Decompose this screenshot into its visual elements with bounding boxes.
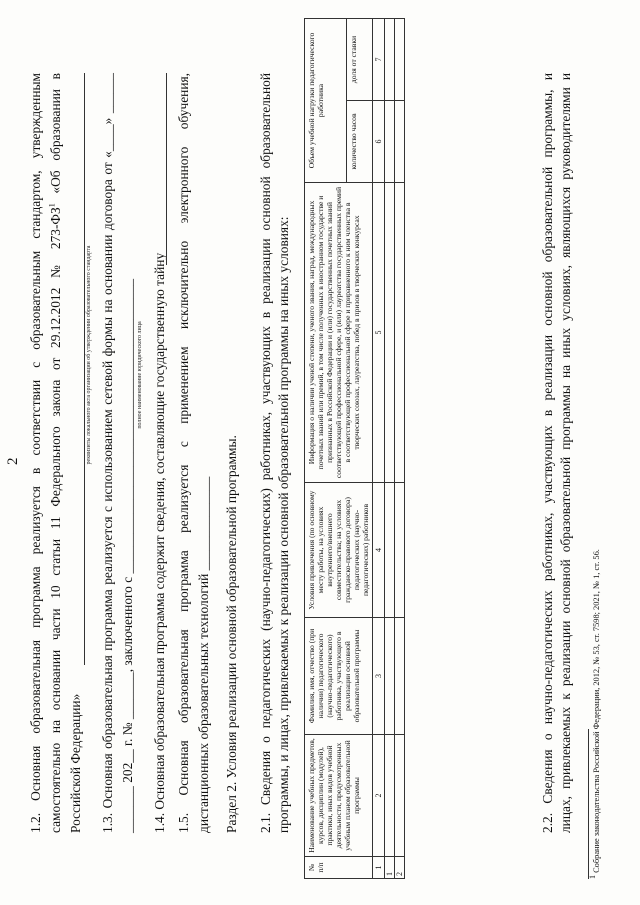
column-number: 6 — [373, 101, 385, 183]
blank-rule — [84, 73, 85, 665]
column-numbers-row — [373, 19, 385, 879]
header-teacher-name: Фамилия, имя, отчество (при наличии) педагогического (научно-педагогического) работника, участвующего в реализации основной образовательной программы — [305, 618, 373, 735]
paragraph-1-2-line-2 — [48, 73, 64, 833]
header-number: № п/п — [305, 857, 373, 879]
blank-rule-1-4 — [166, 73, 167, 265]
row-number: 1 — [385, 857, 395, 879]
cell-rate — [395, 19, 405, 101]
paragraph-1-2-line-1: 1.2. Основная образовательная программа реализуется в соответствии с образовательным стандартом, утвержденным — [28, 73, 43, 833]
paragraph-1-2-line-2-text: самостоятельно на основании части 10 статьи 11 Федерального закона от 29.12.2012 № 273-ФЗ — [48, 207, 63, 833]
cell-conditions — [385, 483, 395, 618]
column-number: 3 — [373, 618, 385, 735]
cell-info — [395, 183, 405, 483]
footnote-marker: 1 — [588, 875, 598, 879]
cell-subject — [385, 735, 395, 857]
paragraph-1-2-line-2-tail: «Об образовании в — [48, 73, 63, 204]
footnote-rule — [588, 729, 589, 879]
footnote-ref: 1 — [47, 203, 57, 208]
page-number: 2 — [5, 457, 21, 465]
column-number: 7 — [373, 19, 385, 101]
header-engagement-conditions: Условия привлечения (по основному месту работы, на условиях внутреннего/внешнего совместительства; на условиях гражданско-правового договора) педагогических (научно-педагогических) работников — [305, 483, 373, 618]
caption-legal-entity: полное наименование юридического лица — [137, 321, 143, 429]
header-hours: количество часов — [347, 101, 373, 183]
paragraph-1-5-line-2: дистанционных образовательных технологий ______________ — [196, 476, 211, 833]
paragraph-1-5-line-1: 1.5. Основная образовательная программа реализуется с применением исключительно электронного обучения, — [176, 73, 191, 833]
header-degrees-awards: Информация о наличии ученой степени, ученого звания, наград, международных почетных званий или премий, в том числе полученных в иностранном государстве и признанных в Российской Федерации и (или) государственных почетных званий соответствующей профессиональной сфере, и (или) лауреатства государственных премий в соответствующей профессиональной сфере и приравненного к ним членства в творческих союзах, лауреатства, побед в призов в творческих конкурсах — [305, 183, 373, 483]
paragraph-1-3-line-2: _______ 202__ г. № _______, заключенного с ____________________________________________ — [120, 278, 135, 833]
column-number: 4 — [373, 483, 385, 618]
cell-name — [385, 618, 395, 735]
footnote-text: Собрание законодательства Российской Федерации, 2012, № 53, ст. 7598; 2021, № 1, ст. 56. — [592, 549, 601, 875]
column-number: 1 — [373, 857, 385, 879]
caption-local-act: реквизиты локального акта организации об утверждении образовательного стандарта — [86, 245, 92, 465]
cell-rate — [385, 19, 395, 101]
paragraph-1-3-line-1: 1.3. Основная образовательная программа реализуется с использованием сетевой формы на основании договора от «____» ______ — [100, 73, 115, 833]
paragraph-2-2-line-2: лицах, привлекаемых к реализации основной образовательной программы на иных условиях, являющихся руководителями и — [558, 73, 573, 833]
cell-hours — [385, 101, 395, 183]
paragraph-2-2-line-1: 2.2. Сведения о научно-педагогических работниках, участвующих в реализации основной образовательной программы, и — [540, 73, 555, 833]
cell-subject — [395, 735, 405, 857]
table-row — [385, 19, 395, 879]
row-number: 2 — [395, 857, 405, 879]
paragraph-2-1-line-1: 2.1. Сведения о педагогических (научно-педагогических) работниках, участвующих в реализации основной образовательной — [258, 73, 273, 833]
cell-hours — [395, 101, 405, 183]
paragraph-2-1-line-2: программы, и лицах, привлекаемых к реализации основной образовательной программы на иных условиях: — [276, 216, 291, 833]
header-workload: Объем учебной нагрузки педагогического работника — [305, 19, 347, 183]
footnote — [588, 549, 601, 879]
cell-info — [385, 183, 395, 483]
header-subject: Наименование учебных предметов, курсов, дисциплин (модулей), практики, иных видов учебной деятельности, предусмотренных учебным планом образовательной программы — [305, 735, 373, 857]
header-rate: доля от ставки — [347, 19, 373, 101]
table-row — [395, 19, 405, 879]
staff-table — [304, 18, 405, 879]
column-number: 5 — [373, 183, 385, 483]
cell-name — [395, 618, 405, 735]
column-number: 2 — [373, 735, 385, 857]
paragraph-1-4: 1.4. Основная образовательная программа содержит сведения, составляющие государственную тайну — [152, 252, 167, 833]
section-2-title: Раздел 2. Условия реализации основной образовательной программы. — [224, 435, 239, 833]
cell-conditions — [395, 483, 405, 618]
paragraph-1-2-line-3: Российской Федерации» — [68, 693, 83, 833]
